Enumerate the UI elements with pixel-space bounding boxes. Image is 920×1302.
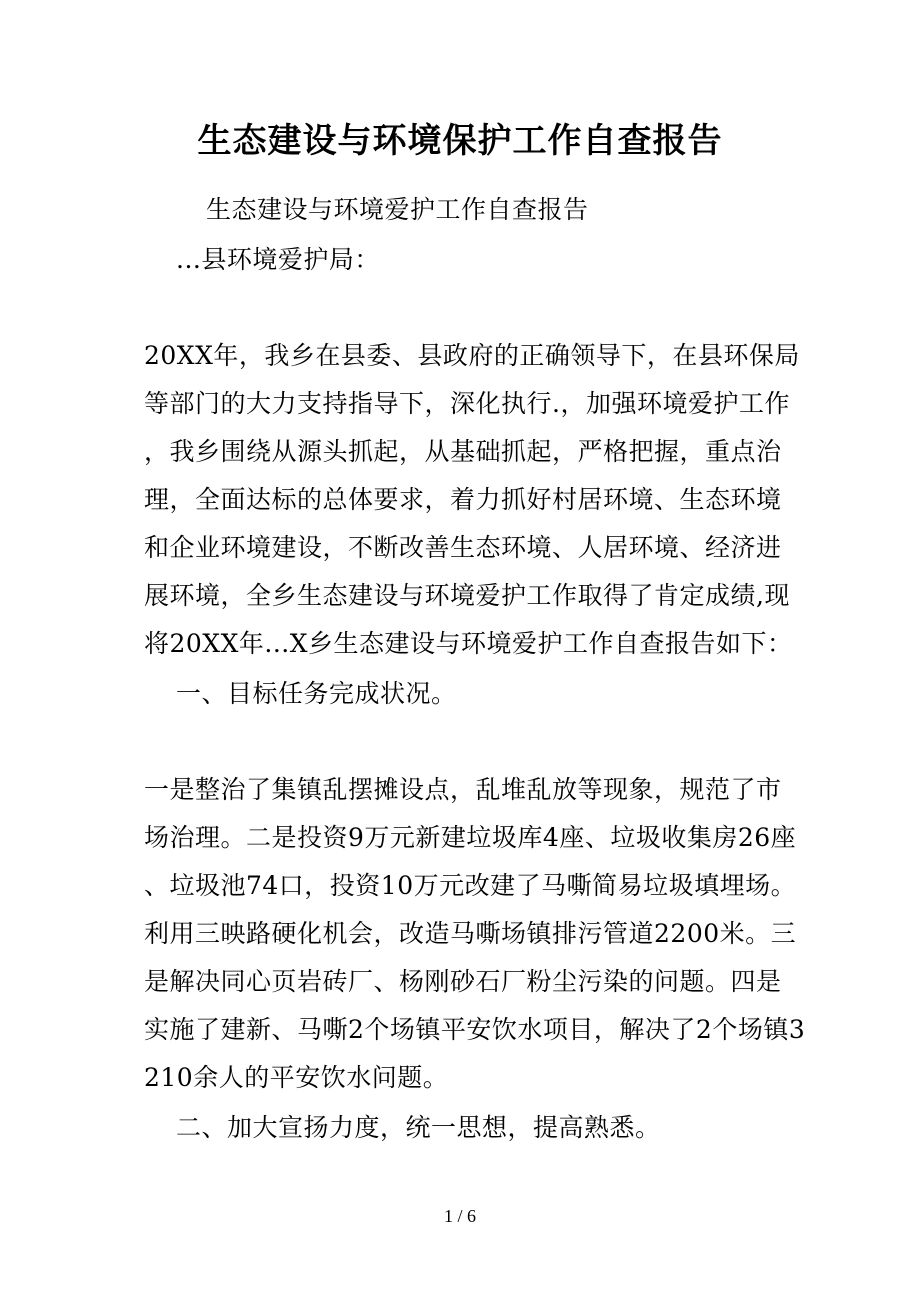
page-number: 1 / 6	[443, 1206, 476, 1226]
paragraph-line: 和企业环境建设，不断改善生态环境、人居环境、经济进	[144, 533, 782, 562]
paragraph-line: 210余人的平安饮水问题。	[144, 1063, 449, 1092]
paragraph-line: 是解决同心页岩砖厂、杨刚砂石厂粉尘污染的问题。四是	[144, 967, 782, 996]
section-heading-2: 二、加大宣扬力度，统一思想，提高熟悉。	[176, 1113, 661, 1142]
paragraph-line: 场治理。二是投资9万元新建垃圾库4座、垃圾收集房26座	[144, 823, 797, 852]
paragraph-line: 利用三映路硬化机会，改造马嘶场镇排污管道2200米。三	[144, 919, 797, 948]
paragraph-line: 一是整治了集镇乱摆摊设点，乱堆乱放等现象，规范了市	[144, 775, 782, 804]
document-title: 生态建设与环境保护工作自查报告	[197, 121, 723, 161]
paragraph-line: 等部门的大力支持指导下，深化执行.，加强环境爱护工作	[144, 389, 790, 418]
paragraph-line: 20XX年，我乡在县委、县政府的正确领导下，在县环保局	[144, 341, 800, 370]
paragraph-line: 理，全面达标的总体要求，着力抓好村居环境、生态环境	[144, 485, 782, 514]
paragraph-line: 、垃圾池74口，投资10万元改建了马嘶简易垃圾填埋场。	[144, 871, 797, 900]
paragraph-line: 实施了建新、马嘶2个场镇平安饮水项目，解决了2个场镇3	[144, 1015, 806, 1044]
document-subtitle: 生态建设与环境爱护工作自查报告	[206, 195, 589, 224]
paragraph-line: ，我乡围绕从源头抓起，从基础抓起，严格把握，重点治	[144, 437, 782, 466]
paragraph-line: 展环境，全乡生态建设与环境爱护工作取得了肯定成绩,现	[144, 581, 790, 610]
paragraph-line: 将20XX年...X乡生态建设与环境爱护工作自查报告如下：	[144, 629, 793, 658]
addressee-line: ...县环境爱护局：	[176, 245, 380, 274]
section-heading-1: 一、目标任务完成状况。	[176, 679, 457, 708]
